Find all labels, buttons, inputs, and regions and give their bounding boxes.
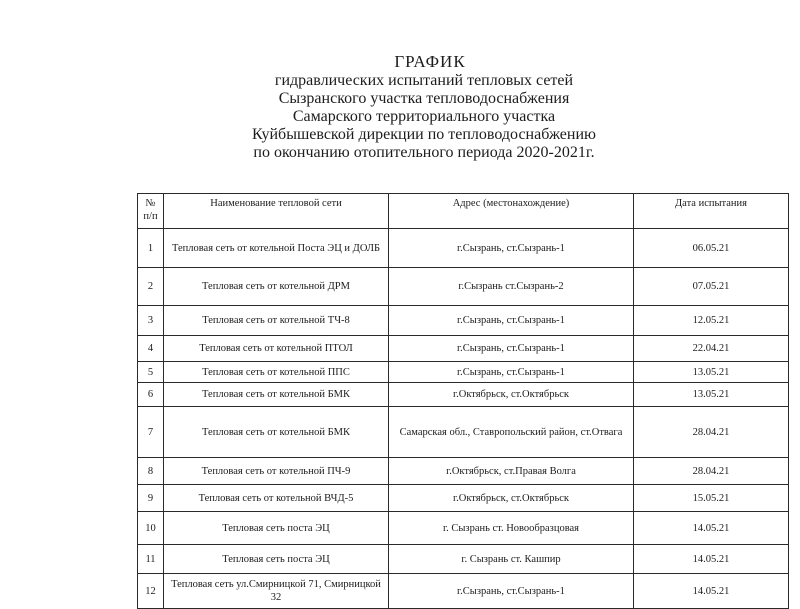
table-row — [138, 574, 789, 609]
row-address: г.Октябрьск, ст.Октябрьск — [389, 485, 634, 512]
header-date: Дата испытания — [634, 194, 789, 229]
title-line-2: Сызранского участка тепловодоснабжения — [278, 90, 570, 107]
table-row — [138, 362, 789, 383]
row-address: г.Сызрань, ст.Сызрань-1 — [389, 306, 634, 336]
header-number: № п/п — [138, 194, 164, 229]
row-date: 13.05.21 — [634, 383, 789, 407]
row-address: г.Сызрань, ст.Сызрань-1 — [389, 362, 634, 383]
row-address: Самарская обл., Ставропольский район, ст.Отвага — [389, 407, 634, 458]
row-address: г.Сызрань, ст.Сызрань-1 — [389, 574, 634, 609]
row-date: 14.05.21 — [634, 512, 789, 545]
row-name: Тепловая сеть от котельной БМК — [164, 383, 389, 407]
row-date: 15.05.21 — [634, 485, 789, 512]
table-row — [138, 407, 789, 458]
row-name: Тепловая сеть от котельной ПЧ-9 — [164, 458, 389, 485]
row-number: 7 — [138, 407, 164, 458]
table-row — [138, 306, 789, 336]
row-address: г. Сызрань ст. Кашпир — [389, 545, 634, 574]
row-address: г. Сызрань ст. Новообразцовая — [389, 512, 634, 545]
schedule-table — [137, 193, 789, 609]
header-name: Наименование тепловой сети — [164, 194, 389, 229]
table-row — [138, 229, 789, 268]
row-number: 6 — [138, 383, 164, 407]
table-header-row — [138, 194, 789, 229]
row-name: Тепловая сеть от котельной ПТОЛ — [164, 336, 389, 362]
title-line-4: Куйбышевской дирекции по тепловодоснабжению — [252, 126, 596, 143]
row-date: 28.04.21 — [634, 458, 789, 485]
row-name: Тепловая сеть от котельной ППС — [164, 362, 389, 383]
row-date: 14.05.21 — [634, 545, 789, 574]
title-line-5: по окончанию отопительного периода 2020-2021г. — [253, 144, 595, 161]
row-date: 06.05.21 — [634, 229, 789, 268]
document-title — [0, 52, 800, 162]
row-address: г.Сызрань ст.Сызрань-2 — [389, 268, 634, 306]
row-number: 1 — [138, 229, 164, 268]
row-date: 07.05.21 — [634, 268, 789, 306]
row-name: Тепловая сеть от котельной БМК — [164, 407, 389, 458]
table-row — [138, 458, 789, 485]
row-address: г.Октябрьск, ст.Октябрьск — [389, 383, 634, 407]
row-number: 2 — [138, 268, 164, 306]
row-date: 12.05.21 — [634, 306, 789, 336]
row-number: 10 — [138, 512, 164, 545]
row-number: 12 — [138, 574, 164, 609]
row-number: 8 — [138, 458, 164, 485]
row-name: Тепловая сеть от котельной ДРМ — [164, 268, 389, 306]
row-name: Тепловая сеть поста ЭЦ — [164, 512, 389, 545]
title-heading: ГРАФИК — [394, 52, 466, 71]
row-date: 22.04.21 — [634, 336, 789, 362]
header-address: Адрес (местонахождение) — [389, 194, 634, 229]
row-number: 3 — [138, 306, 164, 336]
row-name: Тепловая сеть от котельной ТЧ-8 — [164, 306, 389, 336]
table-row — [138, 545, 789, 574]
table-row — [138, 383, 789, 407]
row-name: Тепловая сеть поста ЭЦ — [164, 545, 389, 574]
row-address: г.Сызрань, ст.Сызрань-1 — [389, 336, 634, 362]
row-date: 13.05.21 — [634, 362, 789, 383]
row-name: Тепловая сеть от котельной ВЧД-5 — [164, 485, 389, 512]
row-date: 14.05.21 — [634, 574, 789, 609]
row-address: г.Октябрьск, ст.Правая Волга — [389, 458, 634, 485]
row-number: 11 — [138, 545, 164, 574]
table-row — [138, 268, 789, 306]
row-number: 9 — [138, 485, 164, 512]
row-number: 5 — [138, 362, 164, 383]
title-line-3: Самарского территориального участка — [292, 108, 556, 125]
row-address: г.Сызрань, ст.Сызрань-1 — [389, 229, 634, 268]
table-row — [138, 512, 789, 545]
row-number: 4 — [138, 336, 164, 362]
row-name: Тепловая сеть от котельной Поста ЭЦ и ДОЛБ — [164, 229, 389, 268]
title-line-1: гидравлических испытаний тепловых сетей — [274, 72, 574, 89]
row-name: Тепловая сеть ул.Смирницкой 71, Смирницкой 32 — [164, 574, 389, 609]
row-date: 28.04.21 — [634, 407, 789, 458]
table-row — [138, 336, 789, 362]
table-row — [138, 485, 789, 512]
